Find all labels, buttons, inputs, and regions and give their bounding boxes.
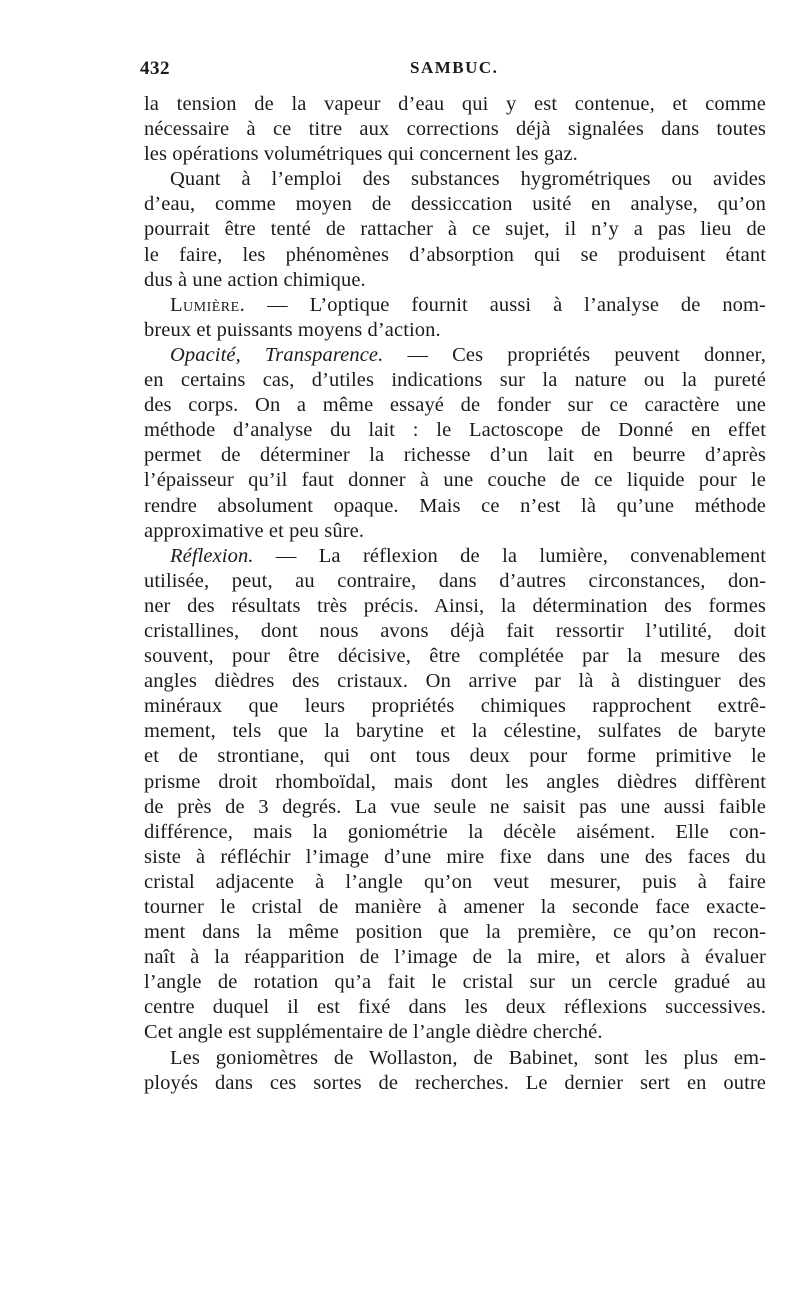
text-line: centre duquel il est fixé dans les deux réflexions successives.: [144, 996, 766, 1019]
text-line: cristal adjacente à l’angle qu’on veut mesurer, puis à faire: [144, 870, 766, 893]
text-line: siste à réfléchir l’image d’une mire fixe dans une des faces du: [144, 845, 766, 868]
text-line: prisme droit rhomboïdal, mais dont les angles dièdres diffèrent: [144, 770, 766, 793]
text-line: les opérations volumétriques qui concernent les gaz.: [144, 143, 578, 166]
text-line: l’angle de rotation qu’a fait le cristal sur un cercle gradué au: [144, 971, 766, 994]
text-line: Lumière. — L’optique fournit aussi à l’analyse de nom-: [170, 293, 766, 316]
text-line: Quant à l’emploi des substances hygrométriques ou avides: [170, 168, 766, 191]
page-number: 432: [140, 58, 170, 79]
text-line: de près de 3 degrés. La vue seule ne saisit pas une aussi faible: [144, 795, 766, 818]
text-line: Cet angle est supplémentaire de l’angle dièdre cherché.: [144, 1021, 603, 1044]
text-line: différence, mais la goniométrie la décèle aisément. Elle con-: [144, 820, 766, 843]
text-line: angles dièdres des cristaux. On arrive par là à distinguer des: [144, 670, 766, 693]
section-heading-reflexion: Réflexion.: [170, 544, 254, 567]
text-line: tourner le cristal de manière à amener la seconde face exacte-: [144, 896, 766, 918]
text-line: ner des résultats très précis. Ainsi, la détermination des formes: [144, 594, 766, 617]
text-line: souvent, pour être décisive, être complétée par la mesure des: [144, 645, 766, 668]
text-line: naît à la réapparition de l’image de la mire, et alors à évaluer: [144, 946, 766, 969]
text-line: l’épaisseur qu’il faut donner à une couche de ce liquide pour le: [144, 469, 766, 492]
text-line: dus à une action chimique.: [144, 268, 366, 291]
text-line: utilisée, peut, au contraire, dans d’autres circonstances, don-: [144, 569, 766, 592]
text-line: d’eau, comme moyen de dessiccation usité en analyse, qu’on: [144, 193, 766, 216]
text-line: en certains cas, d’utiles indications sur la nature ou la pureté: [144, 369, 766, 392]
section-heading-opacite: Opacité, Transparence.: [170, 343, 384, 366]
text-line: des corps. On a même essayé de fonder sur ce caractère une: [144, 394, 766, 417]
text-line: méthode d’analyse du lait : le Lactoscope de Donné en effet: [144, 419, 766, 442]
text-line: breux et puissants moyens d’action.: [144, 318, 441, 341]
text-line: mement, tels que la barytine et la célestine, sulfates de baryte: [144, 720, 766, 743]
text-line: la tension de la vapeur d’eau qui y est contenue, et comme: [144, 93, 766, 115]
text-line: approximative et peu sûre.: [144, 519, 365, 542]
text-line: et de strontiane, qui ont tous deux pour forme primitive le: [144, 745, 766, 768]
text-line: nécessaire à ce titre aux corrections déjà signalées dans toutes: [144, 118, 766, 141]
text-line: Réflexion. — La réflexion de la lumière, convenablement: [170, 544, 766, 567]
text-line: le faire, les phénomènes d’absorption qui se produisent étant: [144, 243, 766, 266]
text-line: Opacité, Transparence. — Ces propriétés peuvent donner,: [170, 343, 766, 366]
running-head: [140, 58, 780, 84]
text-line: ment dans la même position que la première, ce qu’on recon-: [144, 921, 766, 944]
text-line: ployés dans ces sortes de recherches. Le dernier sert en outre: [144, 1071, 766, 1094]
running-title: SAMBUC.: [410, 58, 499, 77]
text-line: rendre absolument opaque. Mais ce n’est là qu’une méthode: [144, 494, 766, 517]
body-text: [144, 92, 766, 1096]
text-line: cristallines, dont nous avons déjà fait ressortir l’utilité, doit: [144, 619, 766, 642]
section-heading-lumiere: Lumière.: [170, 293, 246, 316]
text-line: permet de déterminer la richesse d’un lait en beurre d’après: [144, 444, 766, 467]
text-line: minéraux que leurs propriétés chimiques rapprochent extrê-: [144, 695, 766, 718]
text-line: pourrait être tenté de rattacher à ce sujet, il n’y a pas lieu de: [144, 218, 766, 241]
text-line: Les goniomètres de Wollaston, de Babinet, sont les plus em-: [170, 1046, 766, 1069]
